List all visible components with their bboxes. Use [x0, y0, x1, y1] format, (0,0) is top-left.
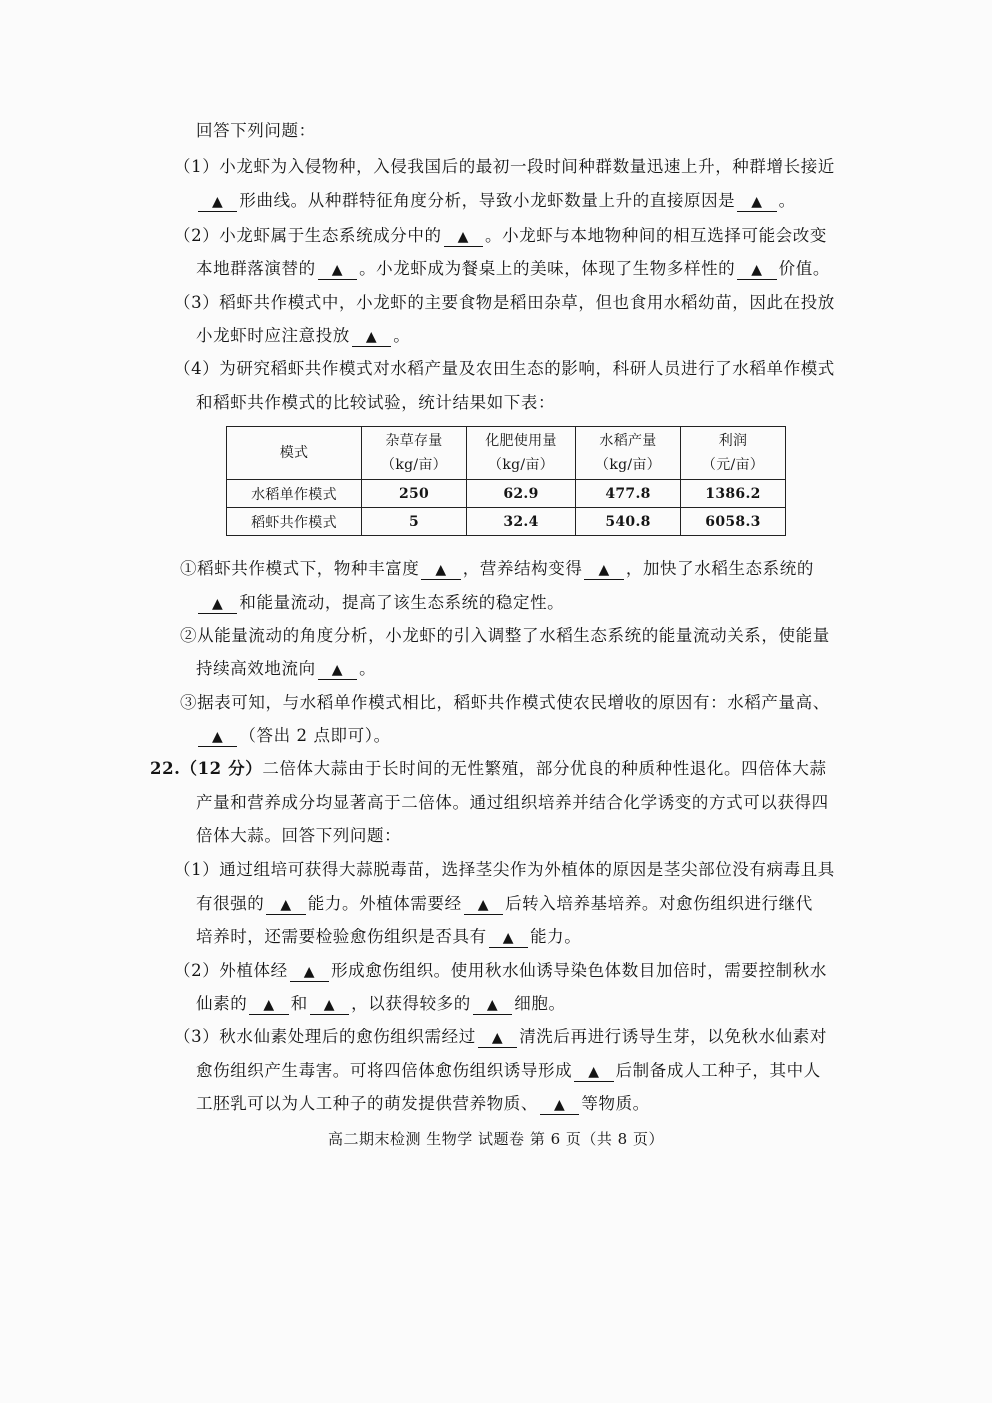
intro-text: 回答下列问题： [196, 121, 316, 140]
question-22-line-1: 22.（12 分）二倍体大蒜由于长时间的无性繁殖，部分优良的种质种性退化。四倍体大蒜 [150, 759, 827, 778]
answer-blank[interactable]: ▲ [478, 1029, 517, 1048]
answer-blank[interactable]: ▲ [421, 561, 460, 580]
table-header-cell: 利润 （元/亩） [681, 427, 786, 480]
question-22-1-line-3: 培养时，还需要检验愈伤组织是否具有 ▲ 能力。 [196, 927, 582, 946]
sub-question-2-line-2: 持续高效地流向 ▲ 。 [196, 659, 377, 678]
table-cell: 540.8 [576, 508, 681, 536]
answer-blank[interactable]: ▲ [310, 996, 349, 1015]
question-22-3-line-3: 工胚乳可以为人工种子的萌发提供营养物质、 ▲ 等物质。 [196, 1094, 650, 1113]
answer-blank[interactable]: ▲ [489, 929, 528, 948]
question-22-2-line-1: （2）外植体经 ▲ 形成愈伤组织。使用秋水仙诱导染色体数目加倍时，需要控制秋水 [174, 961, 827, 980]
answer-blank[interactable]: ▲ [266, 896, 305, 915]
question-22-line-2: 产量和营养成分均显著高于二倍体。通过组织培养并结合化学诱变的方式可以获得四 [196, 793, 829, 812]
answer-blank[interactable]: ▲ [198, 193, 237, 212]
table-header-cell: 杂草存量 （kg/亩） [362, 427, 467, 480]
answer-blank[interactable]: ▲ [737, 193, 776, 212]
answer-blank[interactable]: ▲ [464, 896, 503, 915]
answer-blank[interactable]: ▲ [249, 996, 288, 1015]
question-22-3-line-1: （3）秋水仙素处理后的愈伤组织需经过 ▲ 清洗后再进行诱导生芽，以免秋水仙素对 [174, 1027, 827, 1046]
answer-blank[interactable]: ▲ [198, 728, 237, 747]
question-4-line-1: （4）为研究稻虾共作模式对水稻产量及农田生态的影响，科研人员进行了水稻单作模式 [174, 359, 835, 378]
table-cell: 水稻单作模式 [227, 480, 362, 508]
question-2-line-1: （2）小龙虾属于生态系统成分中的 ▲ 。小龙虾与本地物种间的相互选择可能会改变 [174, 226, 827, 245]
answer-blank[interactable]: ▲ [198, 595, 237, 614]
sub-question-3-line-2: ▲ （答出 2 点即可）。 [196, 725, 391, 747]
answer-blank[interactable]: ▲ [574, 1063, 613, 1082]
table-cell: 6058.3 [681, 508, 786, 536]
question-22-1-line-1: （1）通过组培可获得大蒜脱毒苗，选择茎尖作为外植体的原因是茎尖部位没有病毒且具 [174, 860, 835, 879]
answer-blank[interactable]: ▲ [737, 261, 776, 280]
table-cell: 1386.2 [681, 480, 786, 508]
table-header-cell: 水稻产量 （kg/亩） [576, 427, 681, 480]
answer-blank[interactable]: ▲ [584, 561, 623, 580]
sub-question-1-line-1: ①稻虾共作模式下，物种丰富度 ▲ ，营养结构变得 ▲ ，加快了水稻生态系统的 [180, 559, 814, 578]
comparison-table [226, 426, 786, 536]
answer-blank[interactable]: ▲ [352, 328, 391, 347]
table-header-row [227, 427, 786, 480]
question-3-line-2: 小龙虾时应注意投放 ▲ 。 [196, 326, 411, 345]
question-2-line-2: 本地群落演替的 ▲ 。小龙虾成为餐桌上的美味，体现了生物多样性的 ▲ 价值。 [196, 259, 830, 278]
question-22-line-3: 倍体大蒜。回答下列问题： [196, 826, 402, 845]
answer-blank[interactable]: ▲ [540, 1096, 579, 1115]
table-header-cell: 化肥使用量 （kg/亩） [467, 427, 576, 480]
table-cell: 稻虾共作模式 [227, 508, 362, 536]
answer-blank[interactable]: ▲ [290, 963, 329, 982]
answer-blank[interactable]: ▲ [318, 261, 357, 280]
table-cell: 5 [362, 508, 467, 536]
page-footer: 高二期末检测 生物学 试题卷 第 6 页（共 8 页） [328, 1130, 664, 1148]
question-1-line-2: ▲ 形曲线。从种群特征角度分析，导致小龙虾数量上升的直接原因是 ▲ 。 [196, 190, 796, 212]
table-row [227, 508, 786, 536]
answer-blank[interactable]: ▲ [473, 996, 512, 1015]
table-cell: 250 [362, 480, 467, 508]
question-3-line-1: （3）稻虾共作模式中，小龙虾的主要食物是稻田杂草，但也食用水稻幼苗，因此在投放 [174, 293, 835, 312]
answer-blank[interactable]: ▲ [444, 228, 483, 247]
question-22-number: 22.（12 分） [150, 759, 263, 778]
question-1-line-1: （1）小龙虾为入侵物种，入侵我国后的最初一段时间种群数量迅速上升，种群增长接近 [174, 157, 835, 176]
table-cell: 62.9 [467, 480, 576, 508]
sub-question-1-line-2: ▲ 和能量流动，提高了该生态系统的稳定性。 [196, 592, 564, 614]
table-header-cell: 模式 [227, 427, 362, 480]
question-22-2-line-2: 仙素的 ▲ 和 ▲ ，以获得较多的 ▲ 细胞。 [196, 994, 566, 1013]
question-22-1-line-2: 有很强的 ▲ 能力。外植体需要经 ▲ 后转入培养基培养。对愈伤组织进行继代 [196, 894, 813, 913]
answer-blank[interactable]: ▲ [318, 661, 357, 680]
table-cell: 477.8 [576, 480, 681, 508]
table-row [227, 480, 786, 508]
sub-question-2-line-1: ②从能量流动的角度分析，小龙虾的引入调整了水稻生态系统的能量流动关系，使能量 [180, 626, 830, 645]
table-cell: 32.4 [467, 508, 576, 536]
sub-question-3-line-1: ③据表可知，与水稻单作模式相比，稻虾共作模式使农民增收的原因有：水稻产量高、 [180, 693, 830, 712]
question-22-3-line-2: 愈伤组织产生毒害。可将四倍体愈伤组织诱导形成 ▲ 后制备成人工种子，其中人 [196, 1061, 821, 1080]
question-4-line-2: 和稻虾共作模式的比较试验，统计结果如下表： [196, 393, 556, 412]
